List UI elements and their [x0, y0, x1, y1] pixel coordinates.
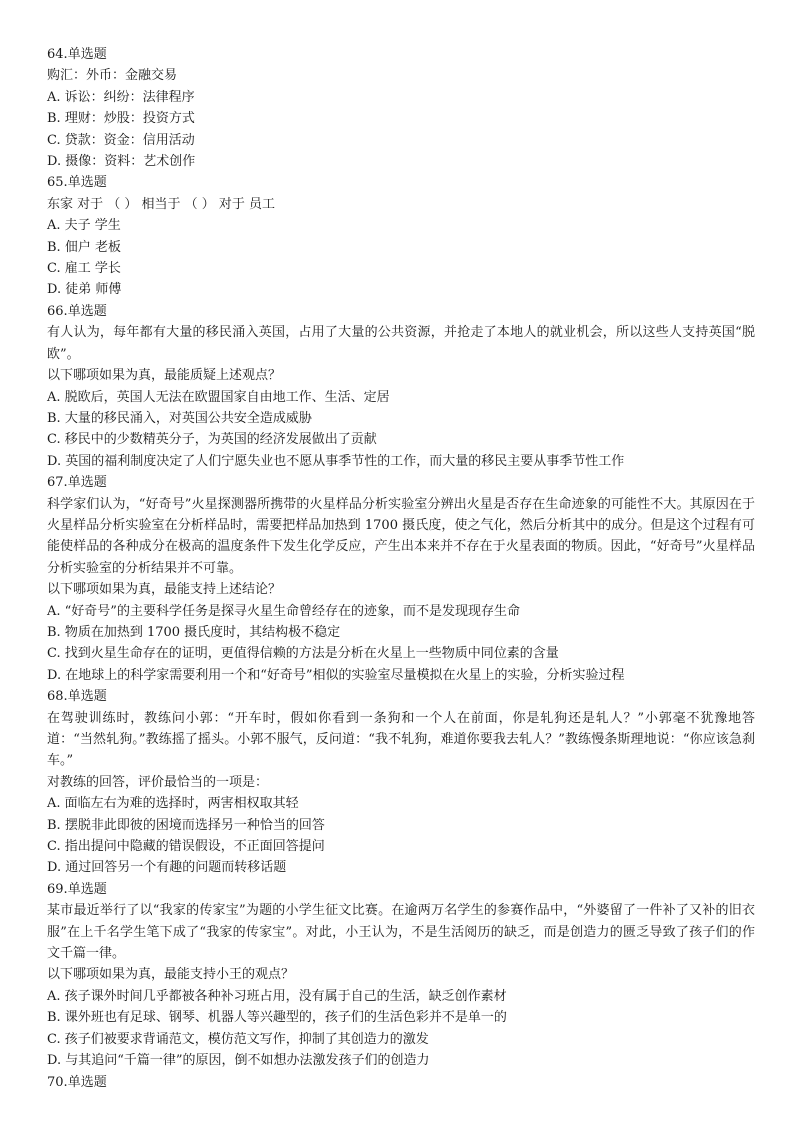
- answer-option: D. 与其追问“千篇一律”的原因，倒不如想办法激发孩子们的创造力: [47, 1053, 430, 1069]
- answer-option: A. 孩子课外时间几乎都被各种补习班占用，没有属于自己的生活，缺乏创作素材: [47, 988, 507, 1004]
- question-stem: 以下哪项如果为真，最能支持上述结论？: [47, 582, 282, 598]
- answer-option: D. 摄像：资料：艺术创作: [47, 154, 196, 170]
- question-type: 单选题: [67, 47, 107, 62]
- question-number: 68.: [47, 689, 68, 705]
- question-type: 单选题: [67, 1074, 107, 1090]
- document-page: [47, 44, 755, 1093]
- question-stem: 以下哪项如果为真，最能质疑上述观点？: [47, 368, 282, 384]
- question-header: [47, 879, 755, 900]
- question-block: [47, 686, 755, 879]
- answer-option: C. 移民中的少数精英分子，为英国的经济发展做出了贡献: [47, 432, 377, 448]
- question-block: [47, 1072, 755, 1093]
- answer-option: A. 诉讼：纠纷：法律程序: [47, 89, 195, 105]
- answer-option: C. 雇工 学长: [47, 261, 121, 277]
- answer-option: C. 孩子们被要求背诵范文，模仿范文写作，抑制了其创造力的激发: [47, 1031, 429, 1047]
- question-header: [47, 1072, 755, 1093]
- question-type: 单选题: [67, 303, 107, 319]
- question-header: [47, 472, 755, 493]
- answer-option: A. “好奇号”的主要科学任务是探寻火星生命曾经存在的迹象，而不是发现现存生命: [47, 603, 520, 619]
- question-stem: 有人认为，每年都有大量的移民涌入英国，占用了大量的公共资源，并抢走了本地人的就业机会，所以这些人支持英国“脱欧”。: [47, 325, 755, 362]
- answer-option: B. 物质在加热到 1700 摄氏度时，其结构极不稳定: [47, 624, 341, 640]
- question-type: 单选题: [67, 881, 107, 897]
- answer-option: D. 英国的福利制度决定了人们宁愿失业也不愿从事季节性的工作，而大量的移民主要从事季节性工作: [47, 453, 625, 469]
- question-header: [47, 44, 755, 65]
- answer-option: C. 找到火星生命存在的证明，更值得信赖的方法是分析在火星上一些物质中同位素的含量: [47, 646, 559, 662]
- question-block: [47, 172, 755, 300]
- question-number: 65.: [47, 175, 68, 191]
- answer-option: C. 指出提问中隐藏的错误假设，不正面回答提问: [47, 839, 325, 855]
- answer-option: A. 面临左右为难的选择时，两害相权取其轻: [47, 796, 299, 812]
- question-stem: 以下哪项如果为真，最能支持小王的观点？: [47, 967, 295, 983]
- answer-option: B. 课外班也有足球、钢琴、机器人等兴趣型的，孩子们的生活色彩并不是单一的: [47, 1010, 507, 1026]
- question-header: [47, 172, 755, 193]
- question-stem: 科学家们认为，“好奇号”火星探测器所携带的火星样品分析实验室分辨出火星是否存在生命迹象的可能性不大。其原因在于火星样品分析实验室在分析样品时，需要把样品加热到 1700 摄氏度，使之气化，然后分析其中的成分。但是这个过程有可能使样品的各种成分在极高的温度条件下发生化学反应，产生出本来并不存在于火星表面的物质。因此，“好奇号”火星样品分析实验室的分析结果并不可靠。: [47, 496, 755, 576]
- answer-option: A. 夫子 学生: [47, 218, 121, 234]
- question-stem: 在驾驶训练时，教练问小郭：“开车时，假如你看到一条狗和一个人在前面，你是轧狗还是轧人？”小郭毫不犹豫地答道：“当然轧狗。”教练摇了摇头。小郭不服气，反问道：“我不轧狗，难道你要我去轧人？”教练慢条斯理地说：“你应该急刹车。”: [47, 710, 755, 769]
- question-stem: 对教练的回答，评价最恰当的一项是：: [47, 774, 269, 790]
- question-number: 67.: [47, 475, 68, 491]
- question-block: [47, 472, 755, 686]
- question-type: 单选题: [67, 175, 107, 191]
- question-number: 70.: [47, 1074, 68, 1090]
- answer-option: B. 摆脱非此即彼的困境而选择另一种恰当的回答: [47, 817, 325, 833]
- question-header: [47, 301, 755, 322]
- question-block: [47, 879, 755, 1072]
- answer-option: A. 脱欧后，英国人无法在欧盟国家自由地工作、生活、定居: [47, 389, 390, 405]
- question-type: 单选题: [67, 689, 107, 705]
- question-stem: 东家 对于 （ ） 相当于 （ ） 对于 员工: [47, 196, 276, 212]
- question-block: [47, 44, 755, 172]
- question-stem: 某市最近举行了以“我家的传家宝”为题的小学生征文比赛。在逾两万名学生的参赛作品中，“外婆留了一件补了又补的旧衣服”在上千名学生笔下成了“我家的传家宝”。对此，小王认为，不是生活阅历的缺乏，而是创造力的匮乏导致了孩子们的作文千篇一律。: [47, 903, 755, 962]
- question-header: [47, 686, 755, 707]
- answer-option: B. 理财：炒股：投资方式: [47, 111, 195, 127]
- question-number: 66.: [47, 303, 68, 319]
- answer-option: D. 通过回答另一个有趣的问题而转移话题: [47, 860, 287, 876]
- question-block: [47, 301, 755, 472]
- answer-option: C. 贷款：资金：信用活动: [47, 132, 195, 148]
- question-number: 64.: [47, 47, 68, 62]
- answer-option: B. 佃户 老板: [47, 239, 121, 255]
- question-stem: 购汇：外币：金融交易: [47, 68, 178, 84]
- answer-option: D. 在地球上的科学家需要利用一个和“好奇号”相似的实验室尽量模拟在火星上的实验，分析实验过程: [47, 667, 625, 683]
- answer-option: D. 徒弟 师傅: [47, 282, 122, 298]
- question-number: 69.: [47, 881, 68, 897]
- answer-option: B. 大量的移民涌入，对英国公共安全造成威胁: [47, 410, 312, 426]
- question-type: 单选题: [67, 475, 107, 491]
